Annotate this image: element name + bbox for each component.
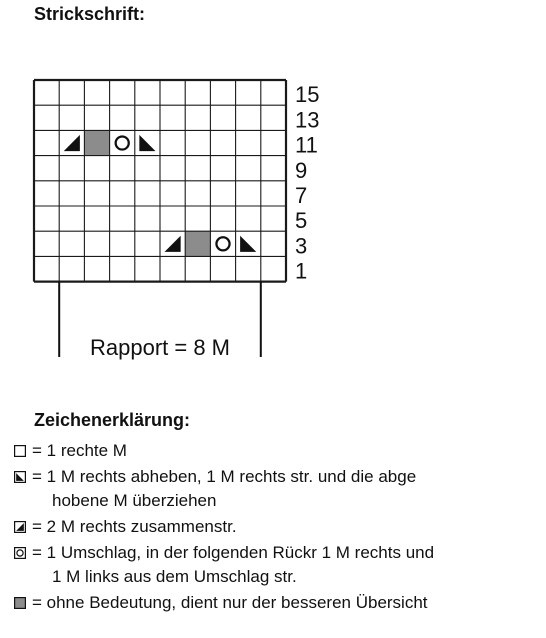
legend-item-k2tog-left	[14, 515, 544, 539]
legend-line: = ohne Bedeutung, dient nur der besseren Übersicht	[32, 593, 428, 612]
row-label: 1	[295, 258, 308, 284]
row-label: 3	[295, 233, 308, 259]
legend-line: = 1 Umschlag, in der folgenden Rückr 1 M rechts und	[32, 543, 435, 562]
chart-cell-no-stitch	[185, 231, 210, 256]
row-label: 11	[295, 132, 318, 158]
legend-description	[32, 439, 544, 463]
legend-description	[32, 515, 544, 539]
legend-line: 1 M links aus dem Umschlag str.	[52, 567, 297, 586]
no-stitch-glyph	[14, 597, 26, 609]
page-title: Strickschrift:	[34, 4, 146, 24]
chart-cell-k2tog-left	[64, 135, 80, 151]
skp-right-symbol-icon	[14, 465, 28, 489]
knit-symbol-icon	[14, 439, 28, 463]
yarn-over-glyph	[17, 550, 23, 556]
legend-line: = 2 M rechts zusammenstr.	[32, 517, 237, 536]
row-label: 9	[295, 157, 308, 183]
legend-heading: Zeichenerklärung:	[34, 410, 191, 430]
yarn-over-symbol-icon	[14, 541, 28, 565]
legend-item-yarn-over	[14, 541, 544, 589]
legend-item-skp-right	[14, 465, 544, 513]
legend-description	[32, 541, 544, 589]
chart-cell-skp-right	[139, 135, 155, 151]
row-label: 7	[295, 182, 308, 208]
legend-line: hobene M überziehen	[52, 491, 217, 510]
legend-description	[32, 465, 544, 513]
no-stitch-symbol-icon	[14, 591, 28, 615]
repeat-label: Rapport = 8 M	[89, 335, 231, 360]
legend-line: = 1 rechte M	[32, 441, 127, 460]
skp-right-glyph	[16, 473, 24, 481]
k2tog-left-glyph	[16, 523, 24, 531]
legend-description	[32, 591, 544, 615]
row-label: 13	[295, 107, 320, 133]
chart-cell-yarn-over	[216, 237, 229, 250]
legend	[14, 439, 544, 617]
legend-item-knit	[14, 439, 544, 463]
row-label: 15	[295, 82, 320, 108]
legend-item-no-stitch	[14, 591, 544, 615]
chart-cell-yarn-over	[116, 136, 129, 149]
chart-cell-no-stitch	[84, 130, 109, 155]
legend-line: = 1 M rechts abheben, 1 M rechts str. und die abge	[32, 467, 417, 486]
chart-cell-k2tog-left	[165, 236, 181, 252]
row-label: 5	[295, 208, 308, 234]
chart-cell-skp-right	[240, 236, 256, 252]
k2tog-left-symbol-icon	[14, 515, 28, 539]
